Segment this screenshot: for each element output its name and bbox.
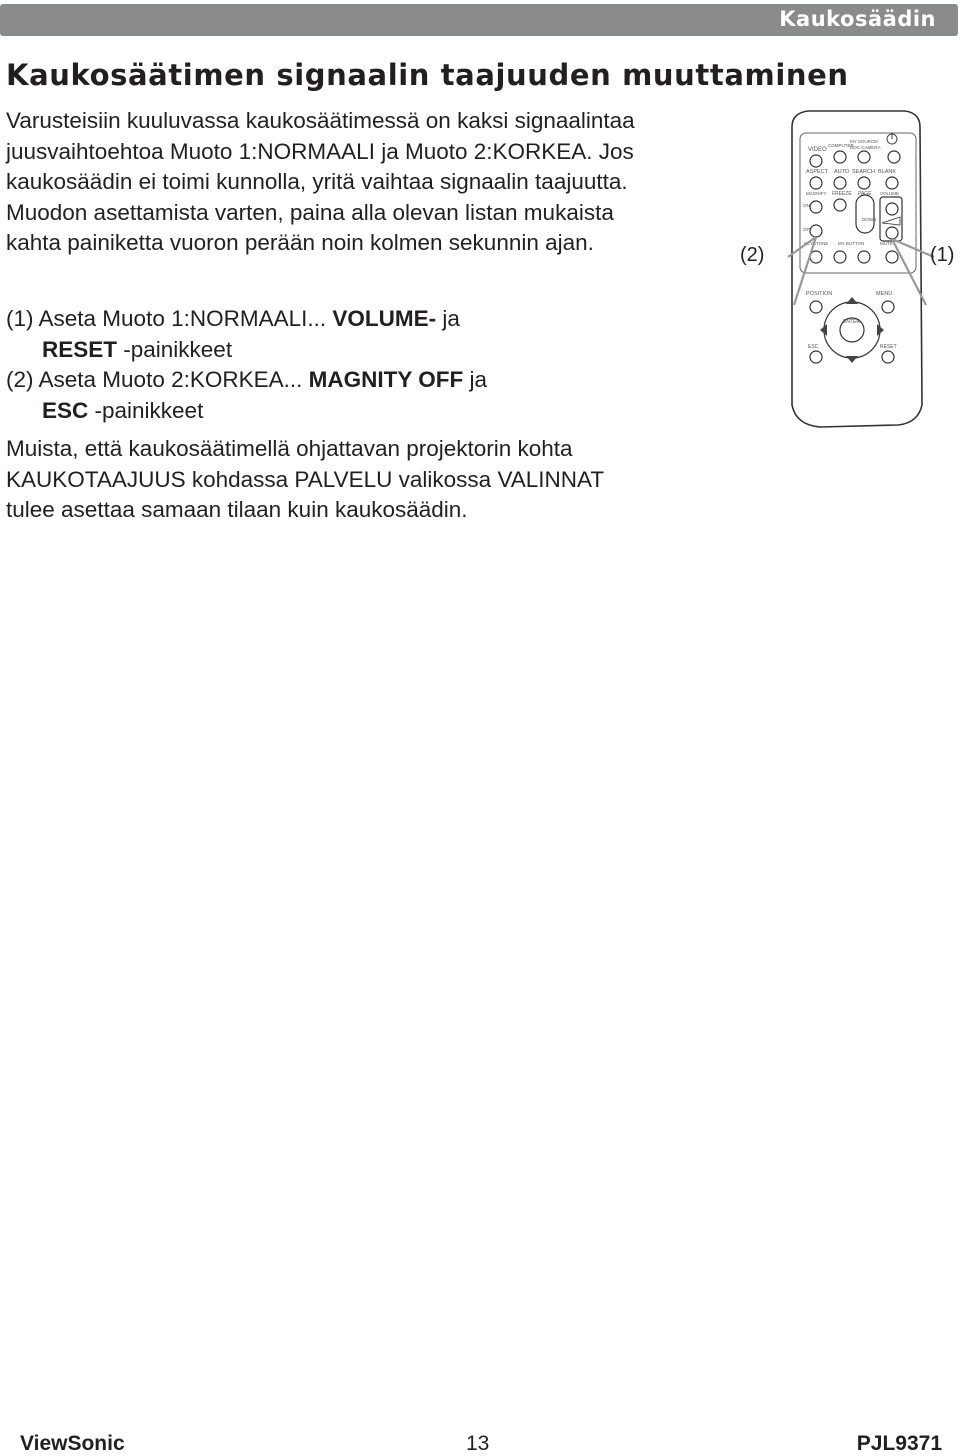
steps-list: [6, 304, 746, 426]
freeze-label: FREEZE: [832, 191, 852, 197]
footer-page-number: 13: [466, 1432, 490, 1455]
step-2: [6, 365, 746, 396]
step-2-button-a: MAGNITY OFF: [308, 367, 464, 393]
magnify-off-label: OFF: [803, 227, 812, 232]
callout-label-1: (1): [930, 244, 955, 266]
volume-label: VOLUME: [880, 191, 900, 196]
step-2-button-b: ESC: [42, 397, 89, 423]
computer-label: COMPUTER: [828, 143, 854, 148]
magnify-on-label: ON: [803, 203, 810, 208]
section-title: Kaukosäädin: [779, 7, 936, 31]
callout-label-2: (2): [740, 244, 765, 266]
reset-label: RESET: [880, 344, 897, 350]
doc-camera-label: DOC.CAMERA: [850, 145, 881, 150]
intro-line: kahta painiketta vuoron perään noin kolmen sekunnin ajan.: [6, 230, 594, 256]
step-1-button-b: RESET: [42, 336, 118, 362]
mute-label: MUTE: [880, 241, 893, 246]
intro-line: Varusteisiin kuuluvassa kaukosäätimessä on kaksi signaalintaa: [6, 108, 635, 133]
my-button-label: MY BUTTON: [838, 241, 865, 246]
page-title: Kaukosäätimen signaalin taajuuden muuttaminen: [6, 58, 849, 92]
magnify-label: MAGNIFY: [806, 191, 827, 196]
step-1-cont: [6, 335, 746, 366]
menu-label: MENU: [876, 291, 893, 297]
note-line: tulee asettaa samaan tilaan kuin kaukosäädin.: [6, 497, 468, 523]
video-label: VIDEO: [808, 147, 827, 153]
keystone-label: KEYSTONE: [804, 241, 829, 246]
note-line: Muista, että kaukosäätimellä ohjattavan projektorin kohta: [6, 436, 573, 461]
step-1: [6, 304, 746, 335]
aspect-label: ASPECT: [806, 169, 829, 175]
note-line: KAUKOTAAJUUS kohdassa PALVELU valikossa VALINNAT: [6, 466, 605, 492]
blank-label: BLANK: [878, 169, 897, 175]
intro-line: kaukosäädin ei toimi kunnolla, yritä vaihtaa signaalin taajuutta.: [6, 169, 628, 195]
step-2-prefix: (2) Aseta Muoto 2:KORKEA...: [6, 367, 309, 393]
my-source-label: MY SOURCE/: [850, 139, 879, 144]
intro-line: Muodon asettamista varten, paina alla olevan listan mukaista: [6, 199, 614, 225]
auto-label: AUTO: [834, 169, 850, 175]
esc-label: ESC: [808, 344, 819, 350]
remote-control-drawing: [730, 105, 960, 435]
footer-model: PJL9371: [856, 1432, 942, 1455]
intro-paragraph: [6, 106, 736, 259]
step-1-button-a: VOLUME-: [332, 306, 437, 331]
intro-line: juusvaihtoehtoa Muoto 1:NORMAALI ja Muoto 2:KORKEA. Jos: [6, 138, 634, 164]
note-paragraph: [6, 434, 746, 526]
step-2-cont: [6, 396, 746, 427]
step-1-suffix: -painikkeet: [117, 336, 233, 362]
footer-brand: ViewSonic: [20, 1432, 125, 1455]
step-2-join: ja: [463, 367, 487, 393]
remote-control-illustration: [730, 105, 960, 435]
page-label: PAGE: [858, 191, 872, 197]
remote-body: [792, 111, 922, 427]
enter-label: ENTER: [843, 319, 860, 325]
step-2-suffix: -painikkeet: [88, 397, 204, 423]
position-label: POSITION: [806, 291, 833, 297]
page-down-label: DOWN: [862, 217, 877, 222]
step-1-join: ja: [436, 306, 460, 331]
step-1-prefix: (1) Aseta Muoto 1:NORMAALI...: [6, 306, 333, 331]
search-label: SEARCH: [852, 169, 875, 175]
header-bar: [0, 4, 958, 36]
